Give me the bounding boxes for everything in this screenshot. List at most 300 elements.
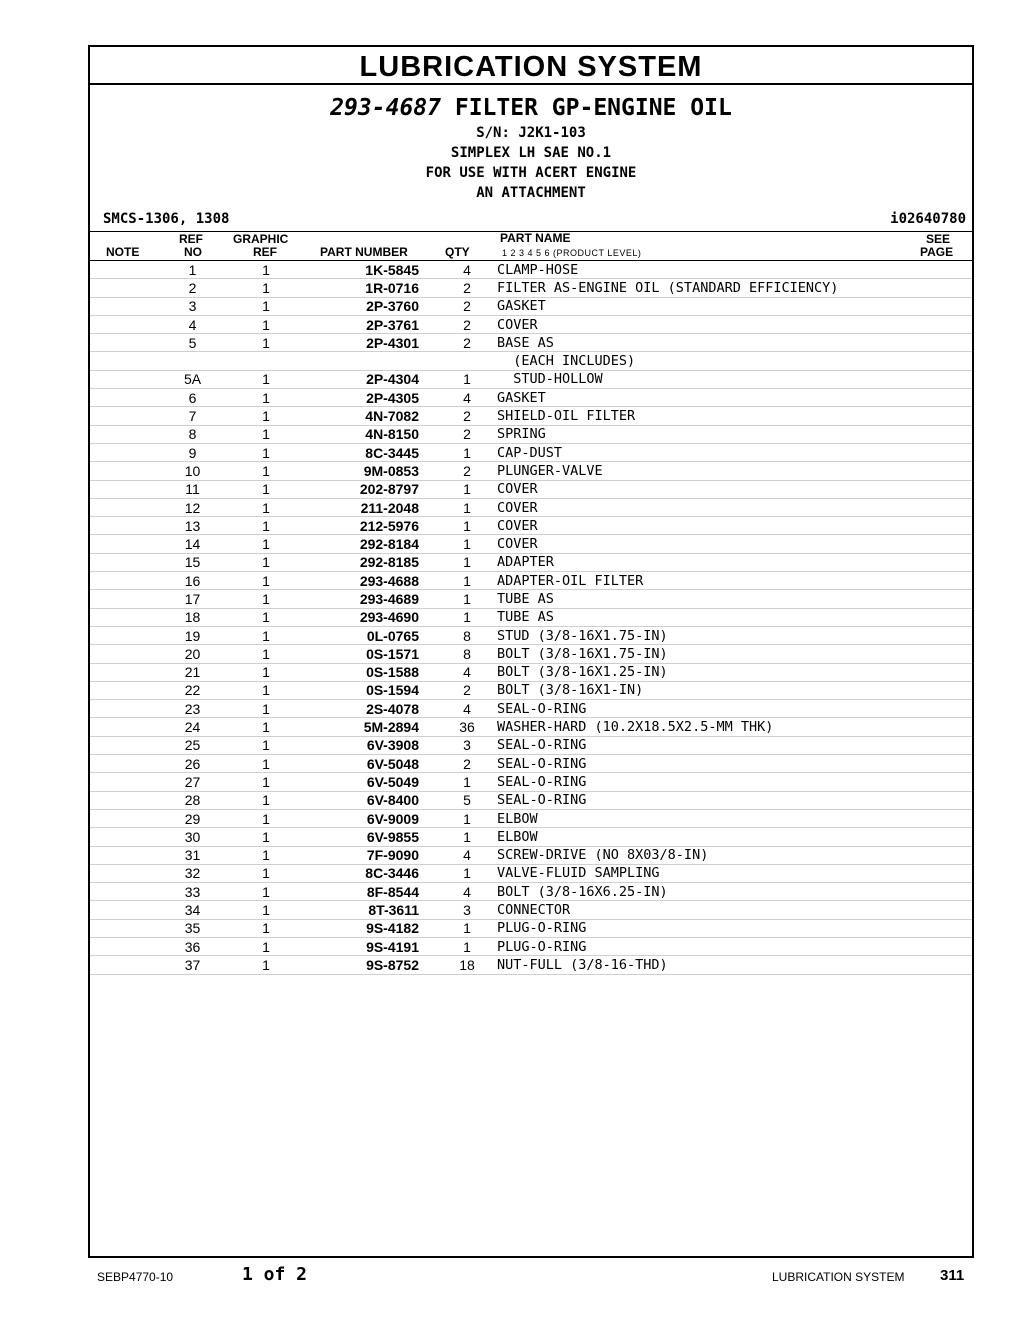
part-name: SEAL-O-RING <box>487 755 922 773</box>
graphic-ref: 1 <box>230 736 302 754</box>
quantity: 3 <box>447 901 487 919</box>
part-name: ADAPTER <box>487 553 922 571</box>
table-row <box>90 297 972 315</box>
part-number: 8C-3446 <box>302 864 447 882</box>
ref-number: 30 <box>155 828 230 846</box>
see-page-cell <box>922 956 972 974</box>
graphic-ref: 1 <box>230 681 302 699</box>
graphic-ref <box>230 352 302 370</box>
note-cell <box>90 663 155 681</box>
see-page-cell <box>922 389 972 407</box>
note-cell <box>90 809 155 827</box>
quantity: 1 <box>447 572 487 590</box>
group-description-2: FOR USE WITH ACERT ENGINE <box>425 165 637 181</box>
see-page-cell <box>922 700 972 718</box>
quantity: 2 <box>447 315 487 333</box>
quantity: 18 <box>447 956 487 974</box>
graphic-ref: 1 <box>230 809 302 827</box>
table-row <box>90 809 972 827</box>
see-page-cell <box>922 352 972 370</box>
part-name: VALVE-FLUID SAMPLING <box>487 864 922 882</box>
note-cell <box>90 279 155 297</box>
part-name: BOLT (3/8-16X1.75-IN) <box>487 645 922 663</box>
col-see-top: SEE <box>926 232 951 246</box>
graphic-ref: 1 <box>230 425 302 443</box>
ref-number: 5 <box>155 334 230 352</box>
part-name: GASKET <box>487 297 922 315</box>
part-number: 0S-1571 <box>302 645 447 663</box>
part-name: CONNECTOR <box>487 901 922 919</box>
page-number: 311 <box>940 1267 965 1284</box>
page-of: 1 of 2 <box>242 1264 308 1285</box>
ref-number: 5A <box>155 370 230 388</box>
part-name: (EACH INCLUDES) <box>487 352 922 370</box>
see-page-cell <box>922 937 972 955</box>
note-cell <box>90 480 155 498</box>
ref-number: 22 <box>155 681 230 699</box>
part-number: 9S-4182 <box>302 919 447 937</box>
graphic-ref: 1 <box>230 261 302 279</box>
table-row <box>90 498 972 516</box>
group-header <box>90 93 972 203</box>
see-page-cell <box>922 919 972 937</box>
quantity: 1 <box>447 517 487 535</box>
graphic-ref: 1 <box>230 572 302 590</box>
graphic-ref: 1 <box>230 590 302 608</box>
note-cell <box>90 334 155 352</box>
note-cell <box>90 608 155 626</box>
quantity: 1 <box>447 553 487 571</box>
ref-number: 25 <box>155 736 230 754</box>
table-row <box>90 425 972 443</box>
col-graphic-bottom: REF <box>253 245 277 259</box>
ref-number: 17 <box>155 590 230 608</box>
note-cell <box>90 864 155 882</box>
ref-number: 24 <box>155 718 230 736</box>
table-row <box>90 261 972 279</box>
graphic-ref: 1 <box>230 663 302 681</box>
note-cell <box>90 755 155 773</box>
see-page-cell <box>922 407 972 425</box>
see-page-cell <box>922 718 972 736</box>
table-row <box>90 572 972 590</box>
part-number: 2P-3760 <box>302 297 447 315</box>
note-cell <box>90 297 155 315</box>
table-row <box>90 791 972 809</box>
part-number: 1K-5845 <box>302 261 447 279</box>
part-number: 2P-3761 <box>302 315 447 333</box>
table-row <box>90 553 972 571</box>
graphic-ref: 1 <box>230 864 302 882</box>
quantity: 4 <box>447 663 487 681</box>
quantity: 1 <box>447 535 487 553</box>
graphic-ref: 1 <box>230 755 302 773</box>
quantity: 1 <box>447 919 487 937</box>
see-page-cell <box>922 425 972 443</box>
ref-number: 35 <box>155 919 230 937</box>
table-row <box>90 334 972 352</box>
graphic-ref: 1 <box>230 407 302 425</box>
part-name: COVER <box>487 315 922 333</box>
col-ref-top: REF <box>179 232 203 246</box>
part-number: 6V-9009 <box>302 809 447 827</box>
part-number: 6V-8400 <box>302 791 447 809</box>
table-row <box>90 901 972 919</box>
quantity: 2 <box>447 297 487 315</box>
graphic-ref: 1 <box>230 791 302 809</box>
part-name: STUD-HOLLOW <box>487 370 922 388</box>
see-page-cell <box>922 443 972 461</box>
ref-number: 3 <box>155 297 230 315</box>
part-name: NUT-FULL (3/8-16-THD) <box>487 956 922 974</box>
note-cell <box>90 517 155 535</box>
part-name: BASE AS <box>487 334 922 352</box>
see-page-cell <box>922 773 972 791</box>
part-name: TUBE AS <box>487 608 922 626</box>
part-number: 293-4688 <box>302 572 447 590</box>
table-row <box>90 462 972 480</box>
note-cell <box>90 389 155 407</box>
part-number: 2P-4304 <box>302 370 447 388</box>
note-cell <box>90 407 155 425</box>
quantity: 1 <box>447 937 487 955</box>
see-page-cell <box>922 755 972 773</box>
see-page-cell <box>922 681 972 699</box>
note-cell <box>90 718 155 736</box>
footer-section: LUBRICATION SYSTEM <box>772 1270 905 1284</box>
graphic-ref: 1 <box>230 773 302 791</box>
table-row <box>90 956 972 974</box>
part-name: PLUG-O-RING <box>487 919 922 937</box>
see-page-cell <box>922 791 972 809</box>
col-ref-bottom: NO <box>184 245 202 259</box>
table-row <box>90 352 972 370</box>
ref-number: 9 <box>155 443 230 461</box>
see-page-cell <box>922 809 972 827</box>
note-cell <box>90 901 155 919</box>
quantity: 5 <box>447 791 487 809</box>
col-note: NOTE <box>106 245 140 259</box>
ref-number: 11 <box>155 480 230 498</box>
ref-number: 18 <box>155 608 230 626</box>
part-number: 293-4689 <box>302 590 447 608</box>
table-row <box>90 645 972 663</box>
note-cell <box>90 773 155 791</box>
quantity: 2 <box>447 334 487 352</box>
see-page-cell <box>922 645 972 663</box>
note-cell <box>90 846 155 864</box>
section-title: LUBRICATION SYSTEM <box>90 47 972 85</box>
ref-number: 6 <box>155 389 230 407</box>
table-row <box>90 736 972 754</box>
col-part-name: PART NAME <box>500 231 571 245</box>
quantity: 1 <box>447 480 487 498</box>
col-see-bottom: PAGE <box>920 245 954 259</box>
part-number: 0S-1588 <box>302 663 447 681</box>
part-number: 4N-7082 <box>302 407 447 425</box>
table-row <box>90 919 972 937</box>
graphic-ref: 1 <box>230 828 302 846</box>
see-page-cell <box>922 498 972 516</box>
part-name: COVER <box>487 517 922 535</box>
note-cell <box>90 425 155 443</box>
graphic-ref: 1 <box>230 279 302 297</box>
table-row <box>90 846 972 864</box>
part-name: SCREW-DRIVE (NO 8X03/8-IN) <box>487 846 922 864</box>
quantity: 2 <box>447 425 487 443</box>
note-cell <box>90 590 155 608</box>
see-page-cell <box>922 626 972 644</box>
ref-number: 33 <box>155 883 230 901</box>
part-name: PLUG-O-RING <box>487 937 922 955</box>
note-cell <box>90 370 155 388</box>
graphic-ref: 1 <box>230 370 302 388</box>
see-page-cell <box>922 315 972 333</box>
ref-number: 34 <box>155 901 230 919</box>
quantity: 1 <box>447 809 487 827</box>
note-cell <box>90 956 155 974</box>
parts-table <box>90 261 972 975</box>
part-name: ADAPTER-OIL FILTER <box>487 572 922 590</box>
part-name: STUD (3/8-16X1.75-IN) <box>487 626 922 644</box>
note-cell <box>90 498 155 516</box>
see-page-cell <box>922 279 972 297</box>
note-cell <box>90 352 155 370</box>
graphic-ref: 1 <box>230 315 302 333</box>
part-number: 293-4690 <box>302 608 447 626</box>
table-row <box>90 700 972 718</box>
group-description-3: AN ATTACHMENT <box>476 185 586 201</box>
note-cell <box>90 681 155 699</box>
part-name: COVER <box>487 498 922 516</box>
see-page-cell <box>922 846 972 864</box>
ref-number: 2 <box>155 279 230 297</box>
part-number: 2P-4301 <box>302 334 447 352</box>
graphic-ref: 1 <box>230 608 302 626</box>
part-number: 292-8184 <box>302 535 447 553</box>
table-row <box>90 663 972 681</box>
see-page-cell <box>922 828 972 846</box>
note-cell <box>90 535 155 553</box>
ref-number: 23 <box>155 700 230 718</box>
quantity: 2 <box>447 681 487 699</box>
quantity: 2 <box>447 279 487 297</box>
ref-number: 36 <box>155 937 230 955</box>
ref-number: 10 <box>155 462 230 480</box>
table-row <box>90 443 972 461</box>
see-page-cell <box>922 462 972 480</box>
graphic-ref: 1 <box>230 334 302 352</box>
group-part-number: 293-4687 <box>330 95 441 121</box>
graphic-ref: 1 <box>230 480 302 498</box>
quantity: 1 <box>447 773 487 791</box>
graphic-ref: 1 <box>230 462 302 480</box>
ref-number: 7 <box>155 407 230 425</box>
part-name: FILTER AS-ENGINE OIL (STANDARD EFFICIENCY) <box>487 279 922 297</box>
smcs-code: SMCS-1306, 1308 <box>103 211 230 227</box>
part-number: 1R-0716 <box>302 279 447 297</box>
see-page-cell <box>922 334 972 352</box>
note-cell <box>90 791 155 809</box>
table-row <box>90 407 972 425</box>
serial-number: S/N: J2K1-103 <box>476 125 586 141</box>
ref-number: 4 <box>155 315 230 333</box>
part-number: 4N-8150 <box>302 425 447 443</box>
quantity: 1 <box>447 608 487 626</box>
group-name: FILTER GP-ENGINE OIL <box>454 95 732 121</box>
table-row <box>90 608 972 626</box>
quantity: 2 <box>447 462 487 480</box>
see-page-cell <box>922 572 972 590</box>
table-row <box>90 590 972 608</box>
graphic-ref: 1 <box>230 498 302 516</box>
graphic-ref: 1 <box>230 919 302 937</box>
quantity: 1 <box>447 443 487 461</box>
ref-number: 32 <box>155 864 230 882</box>
ref-number: 29 <box>155 809 230 827</box>
see-page-cell <box>922 864 972 882</box>
see-page-cell <box>922 553 972 571</box>
part-name: WASHER-HARD (10.2X18.5X2.5-MM THK) <box>487 718 922 736</box>
part-name: TUBE AS <box>487 590 922 608</box>
quantity: 36 <box>447 718 487 736</box>
quantity: 4 <box>447 846 487 864</box>
ref-number: 19 <box>155 626 230 644</box>
note-cell <box>90 700 155 718</box>
graphic-ref: 1 <box>230 718 302 736</box>
table-row <box>90 315 972 333</box>
table-row <box>90 937 972 955</box>
ref-number: 27 <box>155 773 230 791</box>
part-number: 6V-5049 <box>302 773 447 791</box>
part-number: 0L-0765 <box>302 626 447 644</box>
ref-number: 1 <box>155 261 230 279</box>
part-name: SEAL-O-RING <box>487 773 922 791</box>
ref-number: 16 <box>155 572 230 590</box>
graphic-ref: 1 <box>230 517 302 535</box>
part-number: 212-5976 <box>302 517 447 535</box>
parts-table-body <box>90 261 972 974</box>
ref-number: 37 <box>155 956 230 974</box>
graphic-ref: 1 <box>230 553 302 571</box>
part-name: PLUNGER-VALVE <box>487 462 922 480</box>
part-number: 7F-9090 <box>302 846 447 864</box>
ref-number <box>155 352 230 370</box>
see-page-cell <box>922 517 972 535</box>
document-number: SEBP4770-10 <box>97 1270 174 1284</box>
quantity: 4 <box>447 389 487 407</box>
part-name: COVER <box>487 480 922 498</box>
see-page-cell <box>922 370 972 388</box>
ref-number: 8 <box>155 425 230 443</box>
table-row <box>90 773 972 791</box>
part-name: BOLT (3/8-16X1-IN) <box>487 681 922 699</box>
table-row <box>90 279 972 297</box>
part-name: ELBOW <box>487 809 922 827</box>
part-number: 5M-2894 <box>302 718 447 736</box>
quantity: 3 <box>447 736 487 754</box>
note-cell <box>90 626 155 644</box>
graphic-ref: 1 <box>230 937 302 955</box>
see-page-cell <box>922 901 972 919</box>
note-cell <box>90 261 155 279</box>
table-row <box>90 389 972 407</box>
graphic-ref: 1 <box>230 645 302 663</box>
smcs-row <box>90 209 972 231</box>
ref-number: 31 <box>155 846 230 864</box>
ref-number: 13 <box>155 517 230 535</box>
note-cell <box>90 919 155 937</box>
part-number: 9S-4191 <box>302 937 447 955</box>
table-row <box>90 718 972 736</box>
graphic-ref: 1 <box>230 297 302 315</box>
part-number: 211-2048 <box>302 498 447 516</box>
illustration-id: i02640780 <box>890 211 966 227</box>
col-product-levels: 1 2 3 4 5 6 (PRODUCT LEVEL) <box>502 248 642 258</box>
quantity: 2 <box>447 755 487 773</box>
part-number: 6V-9855 <box>302 828 447 846</box>
part-number: 2P-4305 <box>302 389 447 407</box>
part-number: 6V-5048 <box>302 755 447 773</box>
quantity: 1 <box>447 370 487 388</box>
table-row <box>90 535 972 553</box>
part-number: 2S-4078 <box>302 700 447 718</box>
part-name: COVER <box>487 535 922 553</box>
col-graphic-top: GRAPHIC <box>233 232 289 246</box>
note-cell <box>90 828 155 846</box>
part-name: ELBOW <box>487 828 922 846</box>
page-footer <box>0 1264 1020 1290</box>
ref-number: 26 <box>155 755 230 773</box>
note-cell <box>90 883 155 901</box>
see-page-cell <box>922 480 972 498</box>
graphic-ref: 1 <box>230 846 302 864</box>
table-row <box>90 681 972 699</box>
see-page-cell <box>922 663 972 681</box>
part-name: SPRING <box>487 425 922 443</box>
quantity: 1 <box>447 864 487 882</box>
see-page-cell <box>922 736 972 754</box>
ref-number: 21 <box>155 663 230 681</box>
quantity: 1 <box>447 498 487 516</box>
part-number: 202-8797 <box>302 480 447 498</box>
note-cell <box>90 462 155 480</box>
group-description-1: SIMPLEX LH SAE NO.1 <box>450 145 612 161</box>
ref-number: 15 <box>155 553 230 571</box>
graphic-ref: 1 <box>230 443 302 461</box>
table-row <box>90 517 972 535</box>
ref-number: 12 <box>155 498 230 516</box>
quantity: 1 <box>447 590 487 608</box>
page-frame <box>88 45 974 1258</box>
table-row <box>90 864 972 882</box>
col-qty: QTY <box>445 245 470 259</box>
part-name: SHIELD-OIL FILTER <box>487 407 922 425</box>
part-number: 8C-3445 <box>302 443 447 461</box>
part-name: SEAL-O-RING <box>487 700 922 718</box>
part-name: SEAL-O-RING <box>487 736 922 754</box>
quantity: 4 <box>447 883 487 901</box>
part-number: 8F-8544 <box>302 883 447 901</box>
ref-number: 28 <box>155 791 230 809</box>
note-cell <box>90 443 155 461</box>
column-headers <box>90 231 972 261</box>
part-number: 0S-1594 <box>302 681 447 699</box>
graphic-ref: 1 <box>230 535 302 553</box>
see-page-cell <box>922 297 972 315</box>
see-page-cell <box>922 261 972 279</box>
graphic-ref: 1 <box>230 700 302 718</box>
